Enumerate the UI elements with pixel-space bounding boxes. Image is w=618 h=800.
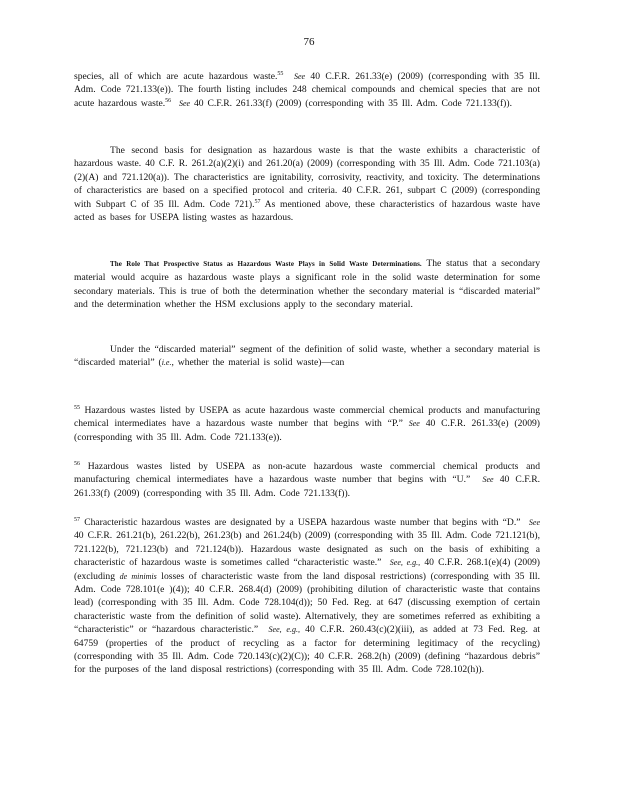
body-paragraph-3 — [74, 257, 540, 312]
footnote-number: 56 — [74, 461, 80, 467]
citation-signal: See — [482, 475, 494, 485]
paragraph-text: As mentioned above, these characteristics of hazardous waste have acted as bases for USEPA listing wastes as hazardous. — [74, 198, 540, 224]
abbreviation-ie: i.e. — [161, 358, 172, 368]
paragraph-text: 40 C.F.R. 261.33(f) (2009) (corresponding with 35 Ill. Adm. Code 721.133(f)). — [190, 97, 512, 109]
footnote-56 — [74, 460, 540, 500]
footnote-57 — [74, 516, 540, 677]
footnote-text: 40 C.F.R. 261.21(b), 261.22(b), 261.23(b) and 261.24(b) (2009) (corresponding with 35 Ill. Adm. Code 721.121(b), 721.122(b), 721.123(b) and 721.124(b)). Hazardous waste designated as such on the basis of exhibiting a characteristic of hazardous waste is sometimes called “characteristic waste.” — [74, 530, 540, 569]
paragraph-text: , whether the material is solid waste)—can — [171, 357, 345, 369]
paragraph-text: Under the “discarded material” segment of the definition of solid waste, whether a secondary material is “discarded material” ( — [74, 344, 540, 369]
citation-signal: See — [294, 72, 306, 81]
footnote-text: Hazardous wastes listed by USEPA as acute hazardous waste commercial chemical products and manufacturing chemical intermediates have a hazardous waste number that begins with “P.” — [74, 405, 540, 430]
body-paragraph-1 — [74, 70, 540, 110]
paragraph-text: The second basis for designation as hazardous waste is that the waste exhibits a characteristic of hazardous waste. 40 C.F. R. 261.2(a)(2)(i) and 261.20(a) (2009) (corresponding with 35 Ill. Adm. Code 721.103(a)(2)(A) and 721.120(a)). The characteristics are ignitability, corrosivity, reactivity, and toxicity. The determinations of characteristics are based on a specified protocol and criteria. 40 C.F.R. 261, subpart C (2009) (corresponding with Subpart C of 35 Ill. Adm. Code 721). — [74, 145, 540, 210]
footnote-text: 40 C.F.R. 260.43(c)(2)(iii), as added at 73 Fed. Reg. at 64759 (properties of the product of recycling as a factor for determining legitimacy of the recycling) (corresponding with 35 Ill. Adm. Code 720.143(c)(2)(C)); 40 C.F.R. 268.2(h) (2009) (defining “hazardous debris” for the purposes of the land disposal restrictions) (corresponding with 35 Ill. Adm. Code 728.102(h)). — [74, 624, 541, 676]
paragraph-text: species, all of which are acute hazardous waste. — [74, 71, 278, 82]
footnote-ref-56[interactable]: 56 — [165, 97, 172, 104]
citation-signal: See, e.g., — [389, 558, 421, 568]
citation-signal: See — [178, 98, 191, 108]
footnote-number: 55 — [74, 405, 80, 411]
footnote-text: losses of characteristic waste from the land disposal restrictions) (corresponding with 35 Ill. Adm. Code 728.101(e )(4)); 40 C.F.R. 268.4(d) (2009) (prohibiting dilution of characteristic waste that contains lead) (corresponding with 35 Ill. Adm. Code 728.104(d)); 50 Fed. Reg. at 647 (discussing exemption of certain characteristic waste from the definition of solid waste). Alternatively, they are sometimes referred as exhibiting a “characteristic” or “hazardous characteristic.” — [74, 570, 540, 636]
footnote-ref-55[interactable]: 55 — [277, 71, 284, 77]
footnote-ref-57[interactable]: 57 — [254, 198, 261, 205]
section-heading: The Role That Prospective Status as Hazardous Waste Plays in Solid Waste Determinations. — [110, 260, 422, 268]
citation-signal: See — [528, 518, 541, 527]
body-paragraph-2 — [74, 144, 540, 224]
footnote-number: 57 — [74, 517, 80, 523]
footnote-text: 40 C.F.R. 268.1(e)(4) (2009) (excluding — [74, 557, 541, 582]
paragraph-text: 40 C.F.R. 261.33(e) (2009) (corresponding with 35 Ill. Adm. Code 721.133(e)). The fourth listing includes 248 chemical compounds and chemical species that are not acute hazardous waste. — [74, 71, 540, 109]
citation-signal: See, e.g., — [268, 625, 300, 635]
citation-signal: See — [408, 419, 420, 429]
footnote-text: 40 C.F.R. 261.33(f) (2009) (corresponding with 35 Ill. Adm. Code 721.133(f)). — [74, 474, 540, 499]
footnote-55 — [74, 404, 540, 444]
page-number: 76 — [303, 36, 315, 48]
footnote-text: Hazardous wastes listed by USEPA as non-acute hazardous waste commercial chemical products and manufacturing chemical intermediates have a hazardous waste number that begins with “U.” — [74, 461, 540, 486]
body-paragraph-4 — [74, 343, 540, 370]
latin-term: de minimis — [119, 571, 157, 581]
footnote-text: 40 C.F.R. 261.33(e) (2009) (corresponding with 35 Ill. Adm. Code 721.133(e)). — [74, 418, 540, 443]
paragraph-text: The status that a secondary material would acquire as hazardous waste plays a significant role in the solid waste determination for some secondary materials. This is true of both the determination whether the secondary material is “discarded material” and the determination whether the HSM exclusions apply to the secondary material. — [74, 258, 540, 311]
footnote-text: Characteristic hazardous wastes are designated by a USEPA hazardous waste number that begins with “D.” — [80, 517, 521, 528]
